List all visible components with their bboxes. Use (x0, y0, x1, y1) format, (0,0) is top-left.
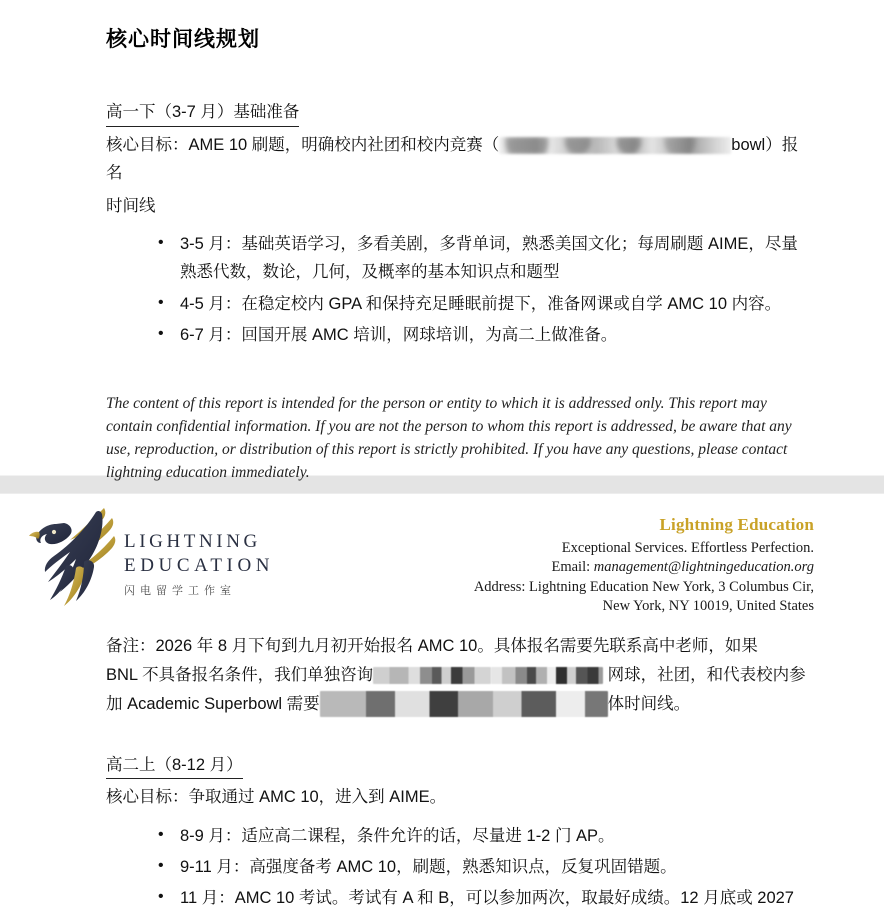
section-one-goal (106, 131, 814, 188)
eagle-logo-icon (26, 502, 118, 612)
wordmark (124, 516, 274, 599)
section-one-goal-prefix: 核心目标：AME 10 刷题，明确校内社团和校内竞赛（ (106, 135, 500, 154)
letterhead (26, 494, 814, 616)
section-one-heading: 高一下（3-7 月）基础准备 (106, 100, 299, 127)
list-item: • 8-9 月：适应高二课程，条件允许的话，尽量进 1-2 门 AP。 (158, 822, 814, 850)
note-part-5: 体时间线。 (607, 694, 691, 713)
note-part-3: 网球，社团，和代表校内参 (607, 666, 806, 685)
contact-address-line-2: New York, NY 10019, United States (602, 598, 814, 615)
wordmark-line-1: LIGHTNING (124, 530, 261, 552)
contact-address-line-1: Address: Lightning Education New York, 3 Columbus Cir, (473, 578, 814, 595)
section-two-goal: 核心目标：争取通过 AMC 10，进入到 AIME。 (106, 788, 447, 807)
company-name: Lightning Education (659, 515, 814, 534)
confidentiality-disclaimer: The content of this report is intended for the person or entity to which it is addressed only. This report may contain confidential information. If you are not the person to whom this report is addressed, be aware that any use, reproduction, or distribution of this report is strictly prohibited. If you have any questions, please contact lightning education immediately. (106, 395, 792, 482)
list-item: • 9-11 月：高强度备考 AMC 10，刷题，熟悉知识点，反复巩固错题。 (158, 853, 814, 881)
section-two-block (106, 753, 814, 780)
section-one-block (106, 100, 814, 127)
section-two-bullet-list (106, 822, 814, 913)
list-item: • 11 月：AMC 10 考试。考试有 A 和 B，可以参加两次，取最好成绩。12 月底或 2027 (158, 884, 814, 912)
company-tagline: Exceptional Services. Effortless Perfection. (561, 539, 814, 556)
contact-block (474, 502, 814, 616)
list-item: • 6-7 月：回国开展 AMC 培训，网球培训，为高二上做准备。 (158, 321, 814, 349)
email-value[interactable]: management@lightningeducation.org (593, 559, 814, 576)
redacted-text-block-1 (499, 137, 731, 154)
page-title: 核心时间线规划 (106, 28, 260, 51)
list-item: • 4-5 月：在稳定校内 GPA 和保持充足睡眠前提下，准备网课或自学 AMC 10 内容。 (158, 290, 814, 318)
brand-lockup (26, 502, 274, 612)
section-one-bullet-list (106, 230, 814, 350)
redacted-text-block-4 (320, 691, 608, 717)
wordmark-chinese: 闪电留学工作室 (124, 585, 236, 598)
contact-email-line (474, 558, 814, 577)
document-page-two (0, 494, 884, 913)
wordmark-line-2: EDUCATION (124, 555, 275, 576)
section-two-heading: 高二上（8-12 月） (106, 753, 243, 780)
section-one-goal-wrap: 时间线 (106, 196, 156, 215)
email-label: Email: (551, 559, 591, 576)
redacted-text-block-3 (491, 667, 603, 684)
list-item: • 3-5 月：基础英语学习，多看美剧，多背单词，熟悉美国文化；每周刷题 AIME，尽量熟悉代数，数论，几何，及概率的基本知识点和题型 (158, 230, 814, 287)
note-part-1: 备注：2026 年 8 月下旬到九月初开始报名 AMC 10。具体报名需要先联系高中老师，如果 (106, 637, 758, 656)
note-paragraph (106, 632, 814, 718)
note-part-2: BNL 不具备报名条件，我们单独咨询 (106, 666, 374, 685)
note-part-4: 加 Academic Superbowl 需要 (106, 694, 320, 713)
section-one-goal-suffix: bowl）报名 (106, 135, 799, 183)
redacted-text-block-2 (373, 667, 491, 684)
